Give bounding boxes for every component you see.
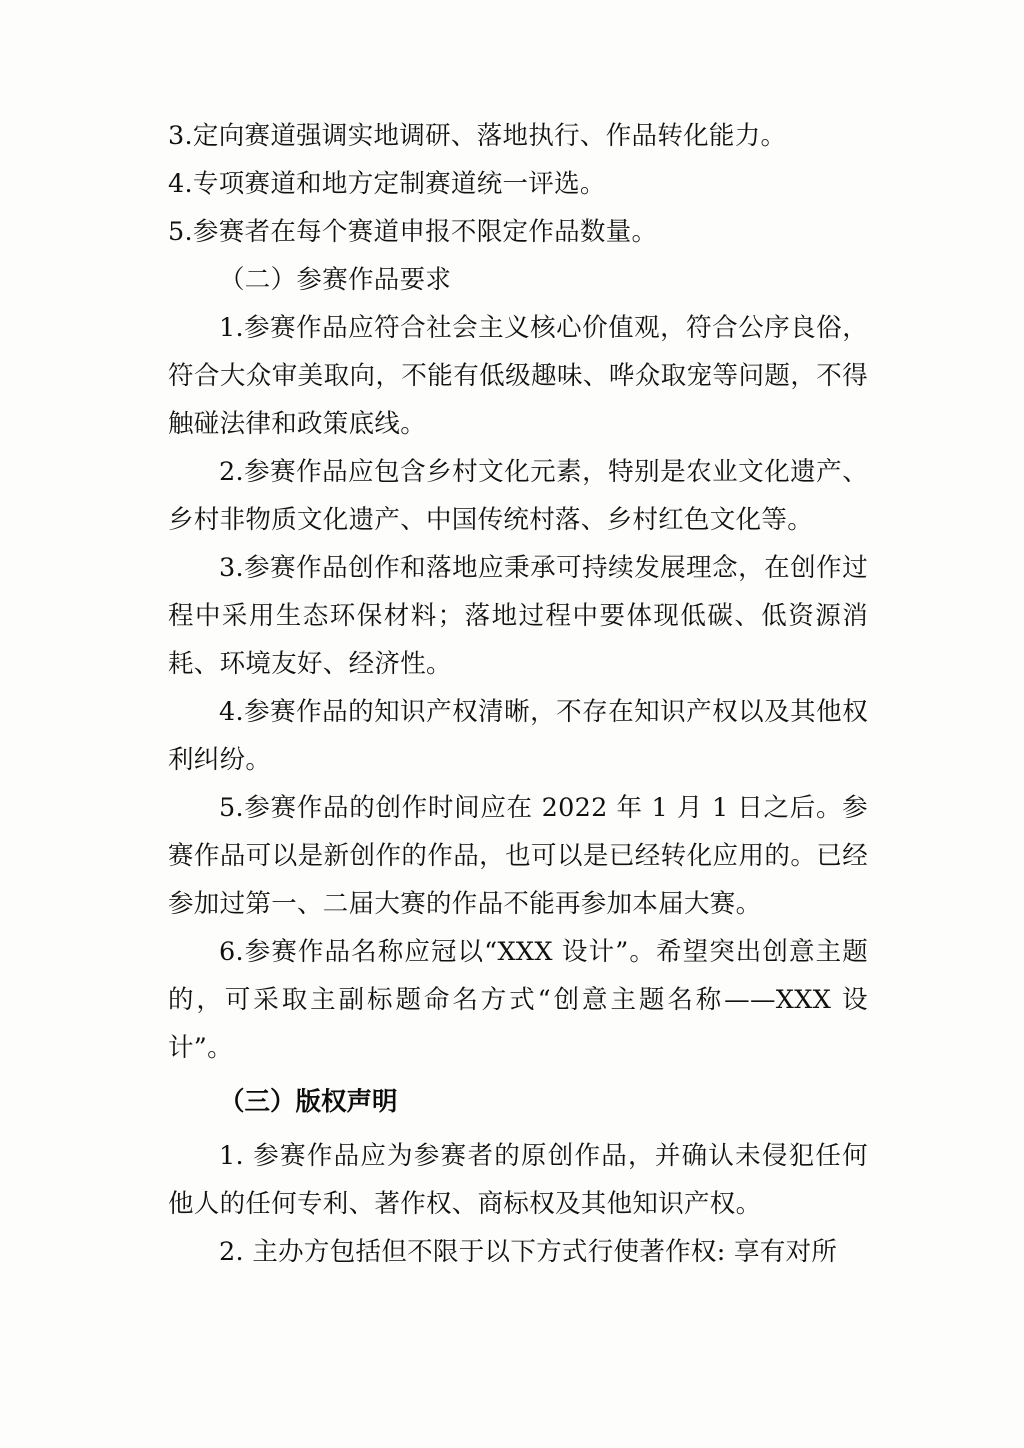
- document-body: [168, 112, 868, 1276]
- paragraph-req-2: 2.参赛作品应包含乡村文化元素，特别是农业文化遗产、乡村非物质文化遗产、中国传统村落、乡村红色文化等。: [168, 457, 868, 535]
- paragraph-req-4: 4.参赛作品的知识产权清晰，不存在知识产权以及其他权利纠纷。: [168, 697, 868, 775]
- paragraph-copyright-2: 2. 主办方包括但不限于以下方式行使著作权: 享有对所: [219, 1237, 838, 1267]
- heading-section-three-title: （三）版权声明: [219, 1087, 398, 1117]
- paragraph-req-6: 6.参赛作品名称应冠以“XXX 设计”。希望突出创意主题的，可采取主副标题命名方式“创意主题名称——XXX 设计”。: [168, 937, 868, 1063]
- paragraph-req-1: 1.参赛作品应符合社会主义核心价值观，符合公序良俗，符合大众审美取向，不能有低级趣味、哗众取宠等问题，不得触碰法律和政策底线。: [168, 313, 868, 439]
- paragraph-item-4-track: 4.专项赛道和地方定制赛道统一评选。: [168, 169, 606, 199]
- paragraph-section-two-title: （二）参赛作品要求: [219, 265, 452, 295]
- paragraph-req-3: 3.参赛作品创作和落地应秉承可持续发展理念，在创作过程中采用生态环保材料；落地过程中要体现低碳、低资源消耗、环境友好、经济性。: [168, 553, 868, 679]
- paragraph-item-5-track: 5.参赛者在每个赛道申报不限定作品数量。: [168, 217, 658, 247]
- paragraph-req-5: 5.参赛作品的创作时间应在 2022 年 1 月 1 日之后。参赛作品可以是新创作的作品，也可以是已经转化应用的。已经参加过第一、二届大赛的作品不能再参加本届大赛。: [168, 793, 868, 919]
- paragraph-item-3-track: 3.定向赛道强调实地调研、落地执行、作品转化能力。: [168, 121, 787, 151]
- paragraph-copyright-1: 1. 参赛作品应为参赛者的原创作品，并确认未侵犯任何他人的任何专利、著作权、商标权及其他知识产权。: [168, 1141, 868, 1219]
